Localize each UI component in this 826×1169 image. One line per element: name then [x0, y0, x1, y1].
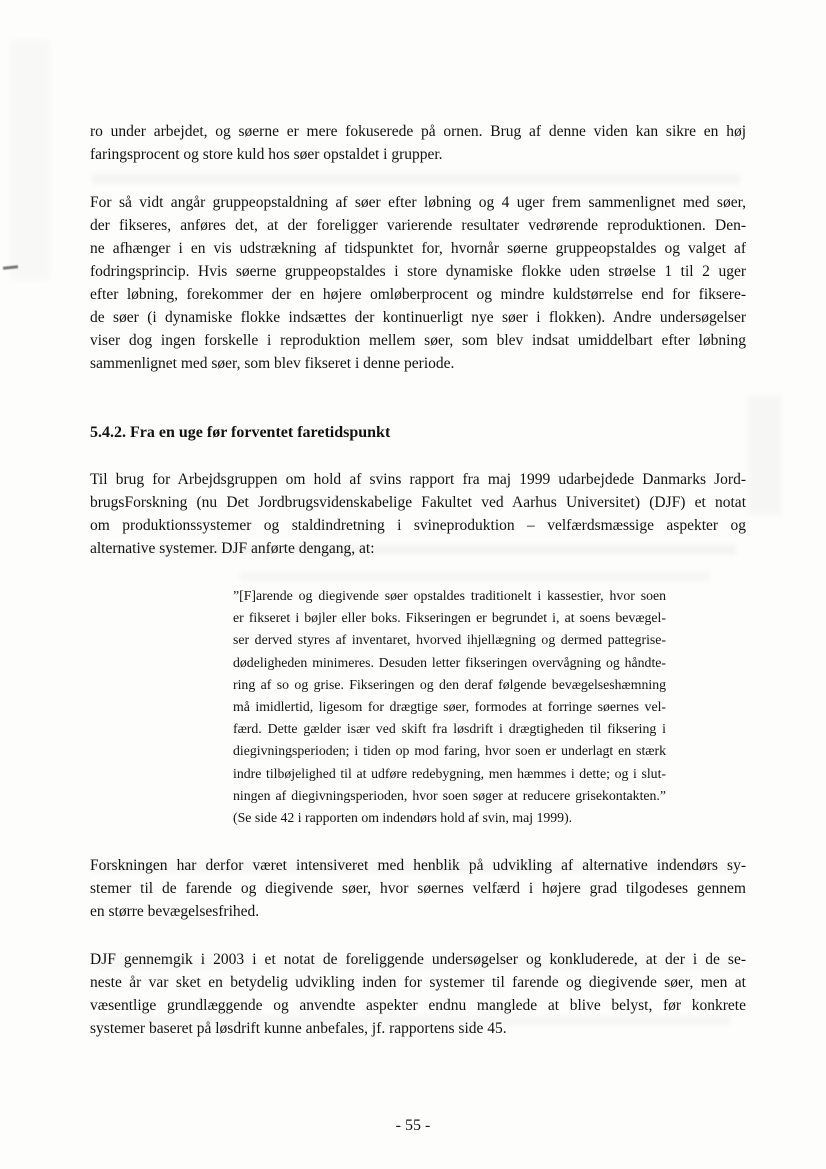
block-quote: ”[F]arende og diegivende søer opstaldes traditionelt i kassestier, hvor soen er fikseret i bøjler eller boks. Fikseringen er begrundet i, at soens bevægel- ser derved styres af inventaret, hvorved ihjellægning og dermed pattegrise- dødeligheden minimeres. Desuden letter fikseringen overvågning og håndte- ring af so og grise. Fikseringen og den deraf følgende bevægelseshæmning må imidlertid, ligesom for drægtige søer, formodes at forringe søernes vel- færd. Dette gælder især ved skift fra løsdrift i drægtigheden til fiksering i diegivningsperioden; i tiden op mod faring, hvor soen er underlagt en stærk indre tilbøjelighed til at udføre redebygning, men hæmmes i dette; og i slut- ningen af diegivningsperioden, hvor soen søger at reducere grisekontakten.” (Se side 42 i rapporten om indendørs hold af svin, maj 1999).: [233, 588, 666, 826]
page-number: - 55 -: [395, 1117, 431, 1134]
paragraph-djf-2003: DJF gennemgik i 2003 i et notat de foreliggende undersøgelser og konkluderede, at der i de se- neste år var sket en betydelig udvikling inden for systemer til farende og diegivende søer, men at væsentlige grundlæggende og anvendte aspekter endnu manglede at blive belyst, før konkrete systemer baseret på løsdrift kunne anbefales, jf. rapportens side 45.: [90, 951, 746, 1038]
paragraph-djf-notat: Til brug for Arbejdsgruppen om hold af svins rapport fra maj 1999 udarbejdede Danmarks Jord- brugsForskning (nu Det Jordbrugsvidenskabelige Fakultet ved Aarhus Universitet) (DJF) et notat om produktionssystemer og staldindretning i svineproduktion – velfærdsmæssige aspekter og alternative systemer. DJF anførte dengang, at:: [90, 471, 746, 557]
section-heading: 5.4.2. Fra en uge før forventet faretidspunkt: [90, 424, 391, 441]
bleedthrough-artifact: [10, 40, 50, 280]
page-footer: [0, 1117, 826, 1135]
bleedthrough-artifact: [748, 395, 782, 515]
page-content: [90, 120, 746, 1065]
paragraph-forskning: Forskningen har derfor været intensiveret med henblik på udvikling af alternative indendørs sy- stemer til de farende og diegivende søer, hvor søernes velfærd i højere grad tilgodeses gennem en større bevægelsesfrihed.: [90, 857, 746, 921]
paragraph-intro: ro under arbejdet, og søerne er mere fokuserede på ornen. Brug af denne viden kan sikre en høj faringsprocent og store kuld hos søer opstaldet i grupper.: [90, 123, 746, 163]
margin-dash-artifact: [3, 265, 18, 270]
paragraph-gruppeopstaldning: For så vidt angår gruppeopstaldning af søer efter løbning og 4 uger frem sammenlignet med søer, der fikseres, anføres det, at der foreligger varierende resultater vedrørende reproduktionen. Den- ne afhænger i en vis udstrækning af tidspunktet for, hvornår søerne gruppeopstaldes og valget af fodringsprincip. Hvis søerne gruppeopstaldes i store dynamiske flokke uden strøelse 1 til 2 uger efter løbning, forekommer der en højere omløberprocent og mindre kuldstørrelse end for fiksere- de søer (i dynamiske flokke indsættes der kontinuerligt nye søer i flokken). Andre undersøgelser viser dog ingen forskelle i reproduktion mellem søer, som blev indsat umiddelbart efter løbning sammenlignet med søer, som blev fikseret i denne periode.: [90, 194, 746, 372]
